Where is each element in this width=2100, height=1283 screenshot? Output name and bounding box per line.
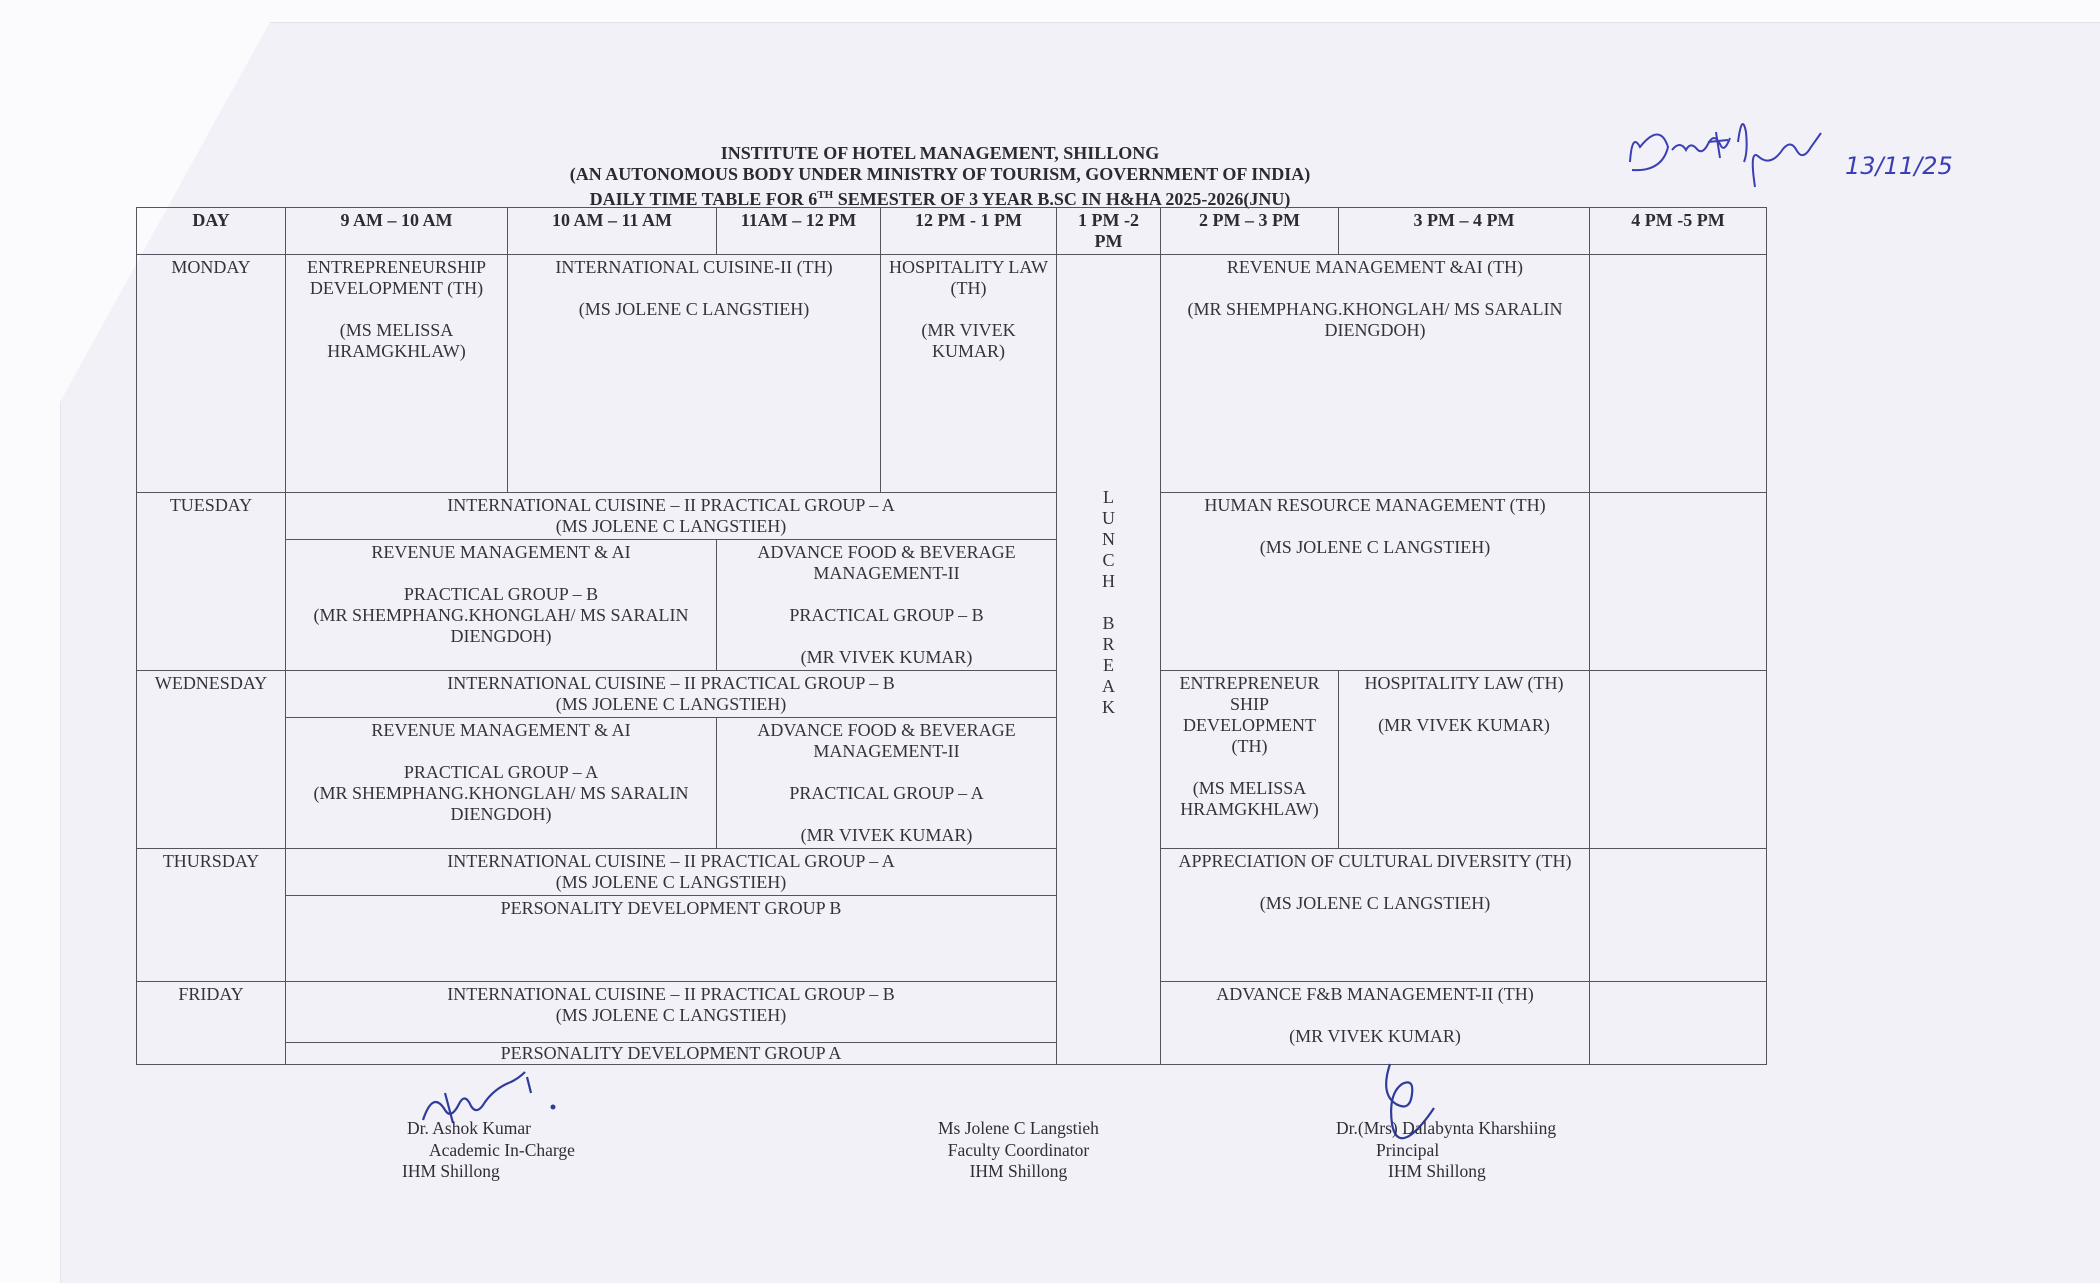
tuesday-slot-5	[1590, 493, 1767, 671]
monday-slot-1: ENTREPRENEURSHIP DEVELOPMENT (TH) (MS MELISSA HRAMGKHLAW)	[286, 255, 508, 493]
timetable	[136, 207, 1767, 1065]
friday-practical-b: INTERNATIONAL CUISINE – II PRACTICAL GROUP – B (MS JOLENE C LANGSTIEH)	[286, 982, 1057, 1043]
wednesday-practical-b: INTERNATIONAL CUISINE – II PRACTICAL GROUP – B (MS JOLENE C LANGSTIEH)	[286, 671, 1057, 718]
signature-block-right: Dr.(Mrs) Dalabynta Kharshiing Principal IHM Shillong	[1336, 1118, 1557, 1181]
day-wednesday: WEDNESDAY	[137, 671, 286, 849]
day-monday: MONDAY	[137, 255, 286, 493]
col-11-12: 11AM – 12 PM	[717, 208, 881, 255]
tuesday-revenue-practical: REVENUE MANAGEMENT & AI PRACTICAL GROUP – B (MR SHEMPHANG.KHONGLAH/ MS SARALIN DIENGDOH)	[286, 540, 717, 671]
monday-slot-5	[1590, 255, 1767, 493]
handwritten-drafted-annotation	[1620, 92, 1980, 212]
institute-subtitle: (AN AUTONOMOUS BODY UNDER MINISTRY OF TOURISM, GOVERNMENT OF INDIA)	[569, 164, 1311, 184]
tuesday-afternoon: HUMAN RESOURCE MANAGEMENT (TH) (MS JOLENE C LANGSTIEH)	[1161, 493, 1590, 671]
tuesday-fb-practical: ADVANCE FOOD & BEVERAGE MANAGEMENT-II PRACTICAL GROUP – B (MR VIVEK KUMAR)	[717, 540, 1057, 671]
thursday-afternoon: APPRECIATION OF CULTURAL DIVERSITY (TH) (MS JOLENE C LANGSTIEH)	[1161, 849, 1590, 982]
row-monday	[137, 255, 1767, 493]
wednesday-fb-practical: ADVANCE FOOD & BEVERAGE MANAGEMENT-II PRACTICAL GROUP – A (MR VIVEK KUMAR)	[717, 718, 1057, 849]
thursday-slot-5	[1590, 849, 1767, 982]
row-friday-a	[137, 982, 1767, 1043]
monday-slot-4: REVENUE MANAGEMENT &AI (TH) (MR SHEMPHANG.KHONGLAH/ MS SARALIN DIENGDOH)	[1161, 255, 1590, 493]
col-day: DAY	[137, 208, 286, 255]
lunch-break: L U N C H B R E A K	[1057, 255, 1161, 1065]
row-tuesday-a	[137, 493, 1767, 540]
row-wednesday-a	[137, 671, 1767, 718]
col-12-1: 12 PM - 1 PM	[881, 208, 1057, 255]
wednesday-slot-5: HOSPITALITY LAW (TH) (MR VIVEK KUMAR)	[1339, 671, 1590, 849]
day-thursday: THURSDAY	[137, 849, 286, 982]
col-4-5: 4 PM -5 PM	[1590, 208, 1767, 255]
col-3-4: 3 PM – 4 PM	[1339, 208, 1590, 255]
wednesday-revenue-practical: REVENUE MANAGEMENT & AI PRACTICAL GROUP – A (MR SHEMPHANG.KHONGLAH/ MS SARALIN DIENGDOH)	[286, 718, 717, 849]
annotation-date: 13/11/25	[1845, 152, 1953, 180]
header-row	[137, 208, 1767, 255]
tuesday-practical-a: INTERNATIONAL CUISINE – II PRACTICAL GROUP – A (MS JOLENE C LANGSTIEH)	[286, 493, 1057, 540]
col-2-3: 2 PM – 3 PM	[1161, 208, 1339, 255]
friday-afternoon: ADVANCE F&B MANAGEMENT-II (TH) (MR VIVEK KUMAR)	[1161, 982, 1590, 1065]
wednesday-slot-6	[1590, 671, 1767, 849]
monday-slot-3: HOSPITALITY LAW (TH) (MR VIVEK KUMAR)	[881, 255, 1057, 493]
col-1-2: 1 PM -2 PM	[1057, 208, 1161, 255]
institute-name: INSTITUTE OF HOTEL MANAGEMENT, SHILLONG	[720, 143, 1160, 163]
col-9-10: 9 AM – 10 AM	[286, 208, 508, 255]
day-tuesday: TUESDAY	[137, 493, 286, 671]
row-thursday-a	[137, 849, 1767, 896]
signature-block-middle: Ms Jolene C Langstieh Faculty Coordinator IHM Shillong	[938, 1118, 1099, 1181]
friday-slot-5	[1590, 982, 1767, 1065]
friday-personality: PERSONALITY DEVELOPMENT GROUP A	[286, 1043, 1057, 1065]
signature-block-left: Dr. Ashok Kumar Academic In-Charge IHM Shillong	[402, 1118, 575, 1181]
day-friday: FRIDAY	[137, 982, 286, 1065]
col-10-11: 10 AM – 11 AM	[508, 208, 717, 255]
thursday-practical-a: INTERNATIONAL CUISINE – II PRACTICAL GROUP – A (MS JOLENE C LANGSTIEH)	[286, 849, 1057, 896]
timetable-title: DAILY TIME TABLE FOR 6TH SEMESTER OF 3 YEAR B.SC IN H&HA 2025-2026(JNU)	[589, 189, 1291, 209]
document-header	[0, 143, 1880, 210]
monday-slot-2: INTERNATIONAL CUISINE-II (TH) (MS JOLENE C LANGSTIEH)	[508, 255, 881, 493]
wednesday-slot-4: ENTREPRENEUR SHIP DEVELOPMENT (TH) (MS MELISSA HRAMGKHLAW)	[1161, 671, 1339, 849]
thursday-personality: PERSONALITY DEVELOPMENT GROUP B	[286, 896, 1057, 982]
